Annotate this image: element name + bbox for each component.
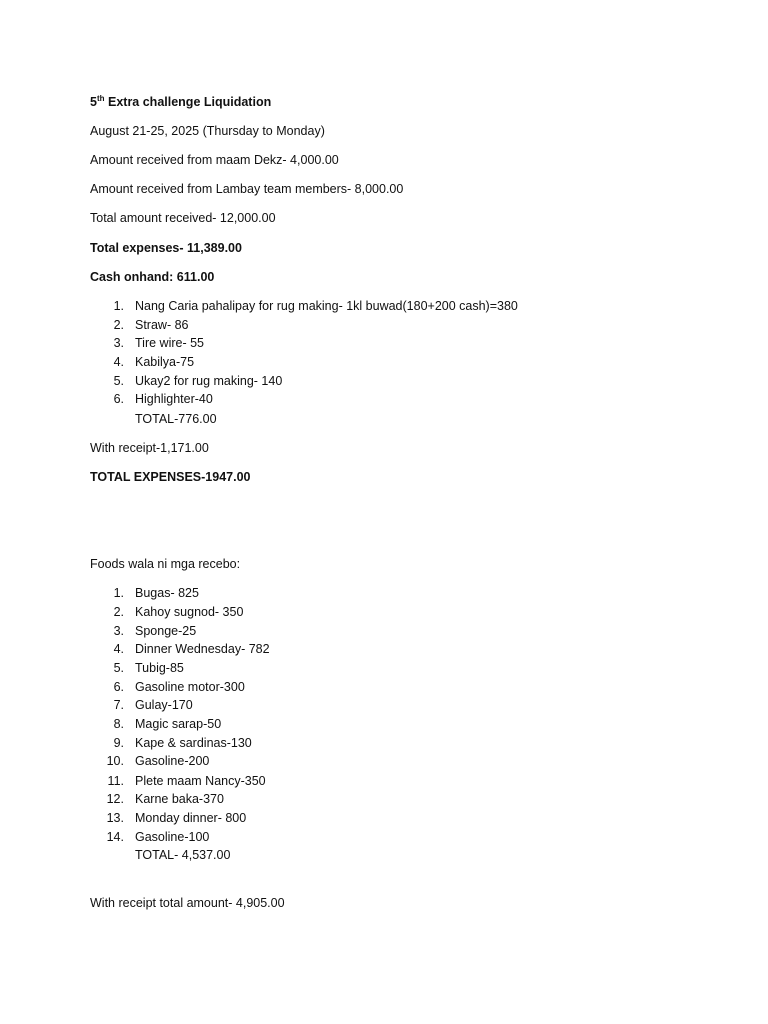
list1-total: TOTAL-776.00	[135, 412, 217, 426]
total-expenses-caps-line: TOTAL EXPENSES-1947.00	[90, 470, 251, 484]
list-item: 6. Highlighter-40	[113, 392, 213, 406]
list-item: 4. Dinner Wednesday- 782	[113, 642, 270, 656]
list-item: 1. Bugas- 825	[113, 586, 199, 600]
list-item: 13. Monday dinner- 800	[106, 811, 247, 825]
total-received-line: Total amount received- 12,000.00	[90, 211, 276, 225]
foods-heading: Foods wala ni mga recebo:	[90, 557, 241, 571]
list-item: 5. Ukay2 for rug making- 140	[113, 374, 283, 388]
list-item: 1. Nang Caria pahalipay for rug making- 1kl buwad(180+200 cash)=380	[113, 299, 518, 313]
list-item: 14. Gasoline-100	[106, 830, 210, 844]
document-title: 5th Extra challenge Liquidation	[90, 94, 272, 109]
list-item: 10. Gasoline-200	[106, 754, 210, 768]
date-range: August 21-25, 2025 (Thursday to Monday)	[90, 124, 325, 138]
total-expenses-line: Total expenses- 11,389.00	[90, 241, 242, 255]
received-dekz-line: Amount received from maam Dekz- 4,000.00	[90, 153, 339, 167]
list-item: 6. Gasoline motor-300	[113, 680, 245, 694]
list2-total: TOTAL- 4,537.00	[135, 848, 231, 862]
list-item: 12. Karne baka-370	[106, 792, 224, 806]
received-lambay-line: Amount received from Lambay team members- 8,000.00	[90, 182, 404, 196]
list-item: 5. Tubig-85	[113, 661, 184, 675]
with-receipt-line: With receipt-1,171.00	[90, 441, 209, 455]
list-item: 11. Plete maam Nancy-350	[107, 774, 266, 788]
list-item: 2. Straw- 86	[113, 318, 189, 332]
list-item: 3. Sponge-25	[113, 624, 197, 638]
with-receipt-total-line: With receipt total amount- 4,905.00	[90, 896, 285, 910]
list-item: 4. Kabilya-75	[113, 355, 195, 369]
list-item: 7. Gulay-170	[113, 698, 193, 712]
list-item: 9. Kape & sardinas-130	[113, 736, 252, 750]
list-item: 2. Kahoy sugnod- 350	[113, 605, 244, 619]
list-item: 8. Magic sarap-50	[113, 717, 222, 731]
list-item: 3. Tire wire- 55	[113, 336, 204, 350]
cash-onhand-line: Cash onhand: 611.00	[90, 270, 215, 284]
